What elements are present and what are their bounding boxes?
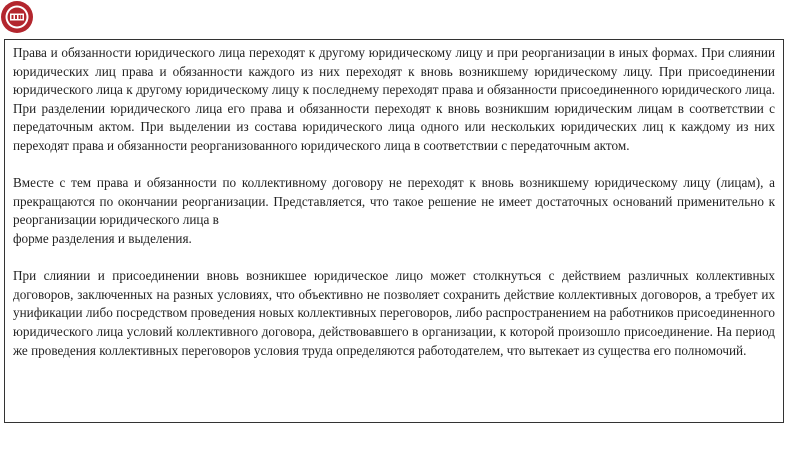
paragraph-3	[13, 267, 775, 360]
paragraph-1-text: Права и обязанности юридического лица переходят к другому юридическому лицу и при реорганизации в иных формах. При слиянии юридических лиц права и обязанности каждого из них переходят к вновь возникшему юридическому лицу. При присоединении юридического лица к другому юридическому лицу к последнему переходят права и обязанности присоединенного юридического лица. При разделении юридического лица его права и обязанности переходят к вновь возникшим юридическим лицам в соответствии с передаточным актом. При выделении из состава юридического лица одного или нескольких юридических лиц к каждому из них переходят права и обязанности реорганизованного юридического лица в соответствии с передаточным актом.	[13, 45, 775, 153]
text-content-box	[4, 39, 784, 423]
university-emblem-icon	[0, 0, 34, 34]
paragraph-2-tail: форме разделения и выделения.	[13, 230, 192, 246]
paragraph-2	[13, 174, 775, 248]
top-bar	[0, 0, 800, 34]
paragraph-2-text: Вместе с тем права и обязанности по коллективному договору не переходят к вновь возникшему юридическому лицу (лицам), а прекращаются по окончании реорганизации. Представляется, что такое решение не имеет достаточных оснований применительно к реорганизации юридического лица в	[13, 175, 775, 228]
paragraph-3-text: При слиянии и присоединении вновь возникшее юридическое лицо может столкнуться с действием различных коллективных договоров, заключенных на разных условиях, что объективно не позволяет сохранить действие коллективных договоров, а требует их унификации либо посредством проведения новых коллективных переговоров, либо распространением на работников присоединенного юридического лица условий коллективного договора, действовавшего в организации, к которой произошло присоединение. На период же проведения коллективных переговоров условия труда определяются работодателем, что вытекает из существа его полномочий.	[13, 268, 775, 358]
paragraph-1	[13, 44, 775, 156]
